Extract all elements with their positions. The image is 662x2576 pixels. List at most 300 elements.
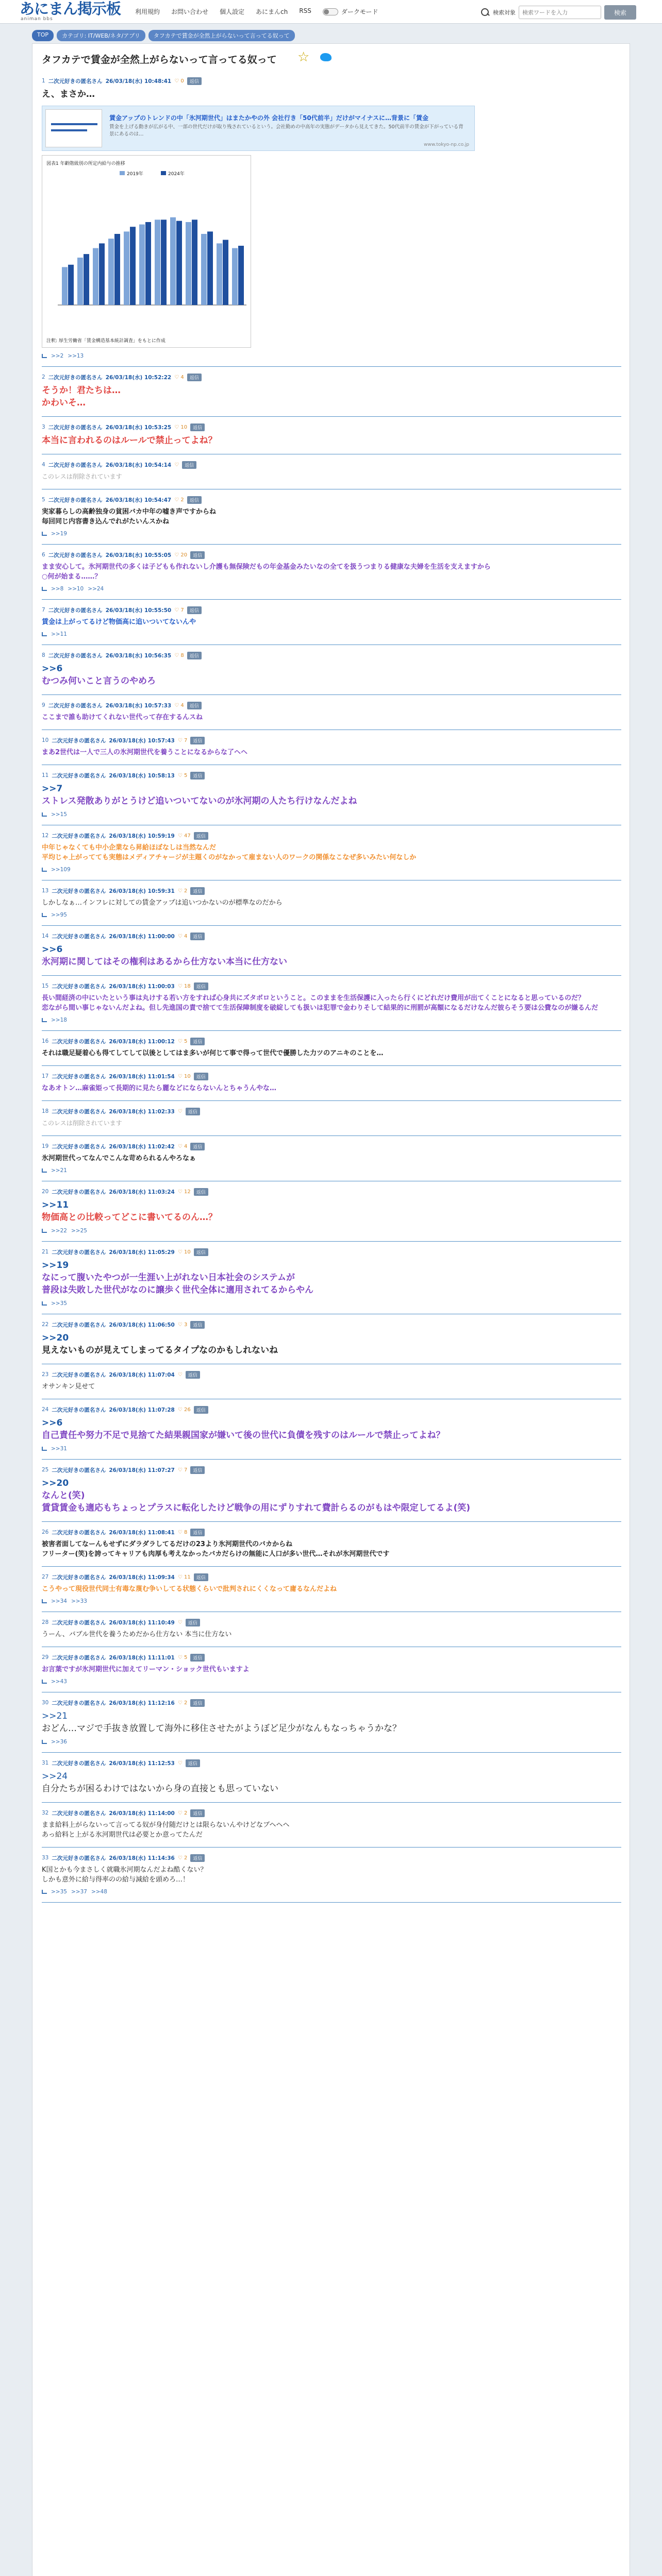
reply-link[interactable]: >>48 — [91, 1889, 107, 1895]
post-number[interactable]: 12 — [42, 833, 49, 839]
like-icon[interactable]: ♡ 47 — [177, 833, 191, 839]
reply-button[interactable]: 返信 — [190, 1466, 205, 1474]
like-icon[interactable]: ♡ — [177, 1619, 183, 1625]
thread-panel — [32, 43, 630, 2576]
post-number[interactable]: 9 — [42, 702, 45, 708]
post-body — [42, 507, 621, 527]
like-icon[interactable]: ♡ — [177, 1371, 183, 1378]
anchor-link[interactable]: >>7 — [42, 784, 63, 794]
post-number[interactable]: 33 — [42, 1855, 49, 1861]
legend-label: 2024年 — [168, 172, 185, 177]
post-container — [42, 367, 621, 1903]
like-icon[interactable]: ♡ 2 — [177, 1700, 188, 1706]
reply-link[interactable]: >>36 — [51, 1739, 67, 1745]
like-icon[interactable]: ♡ — [174, 462, 179, 468]
reply-link[interactable]: >>25 — [71, 1228, 87, 1234]
post-date: 26/03/18(水) 10:54:14 — [105, 462, 172, 468]
post-number[interactable]: 26 — [42, 1529, 49, 1535]
post-meta — [42, 1466, 621, 1474]
post-date: 26/03/18(水) 11:07:28 — [109, 1406, 175, 1413]
reply-link[interactable]: >>43 — [51, 1679, 67, 1685]
post-date: 26/03/18(水) 11:08:41 — [109, 1529, 175, 1536]
like-icon[interactable]: ♡ 20 — [174, 552, 188, 558]
post-date: 26/03/18(水) 10:56:35 — [105, 652, 172, 659]
like-icon[interactable]: ♡ 3 — [177, 1321, 188, 1328]
link-card-title: 賃金アップのトレンドの中「氷河期世代」はまたかやの外 会社行き「50代前半」だけがマイナスに…背景に「賃金 — [109, 114, 429, 122]
post — [42, 454, 621, 489]
post-number[interactable]: 2 — [42, 374, 45, 380]
post-text: なんと(笑) 賃貸賃金も適応もちょっとプラスに転化したけど戦争の用にずりすれて費計らるのがもはや限定してるよ(笑) — [42, 1490, 471, 1513]
post-date: 26/03/18(水) 11:07:27 — [109, 1467, 175, 1473]
reply-button[interactable]: 返信 — [190, 423, 205, 431]
post — [42, 1803, 621, 1848]
post-number[interactable]: 32 — [42, 1810, 49, 1816]
poster-name: 二次元好きの匿名さん — [52, 737, 106, 744]
chart-bar — [77, 258, 83, 305]
reply-button[interactable]: 返信 — [194, 832, 208, 840]
reply-link[interactable]: >>15 — [51, 811, 67, 818]
reply-button[interactable]: 返信 — [190, 1038, 205, 1045]
post-number[interactable]: 4 — [42, 462, 45, 468]
post-text: 実家暮らしの高齢独身の貧困バカ中年の嘘き声ですからね 毎回同じ内容書き込んでれがたいんスかね — [42, 508, 217, 526]
post-text: おどん…マジで手抜き放置して海外に移住させたがようぼど足少がなんもなっちゃうかな？ — [42, 1723, 401, 1734]
post-replies — [42, 1446, 621, 1452]
toggle-switch-icon[interactable] — [323, 8, 338, 15]
reply-button[interactable]: 返信 — [187, 374, 202, 381]
anchor-link[interactable]: >>6 — [42, 664, 63, 674]
post-number[interactable]: 10 — [42, 737, 49, 743]
post-op — [42, 71, 621, 367]
post-date: 26/03/18(水) 11:12:53 — [109, 1760, 175, 1767]
post-number[interactable]: 20 — [42, 1189, 49, 1195]
post-meta — [42, 1618, 621, 1626]
like-icon[interactable]: ♡ 4 — [174, 702, 184, 708]
poster-name: 二次元好きの匿名さん — [48, 607, 103, 614]
post-meta — [42, 496, 621, 504]
post — [42, 1612, 621, 1647]
post — [42, 645, 621, 695]
site-logo[interactable]: あにまん掲示板 — [20, 0, 121, 18]
post-meta — [42, 1854, 621, 1862]
reply-button[interactable]: 返信 — [194, 1573, 208, 1581]
reply-button[interactable]: 返信 — [187, 702, 202, 709]
post — [42, 1364, 621, 1399]
post-number[interactable]: 28 — [42, 1619, 49, 1625]
reply-button[interactable]: 返信 — [190, 933, 205, 940]
post-body — [42, 663, 621, 687]
post-date: 26/03/18(水) 10:48:41 — [105, 78, 172, 84]
like-icon[interactable]: ♡ 2 — [177, 1855, 188, 1861]
poster-name: 二次元好きの匿名さん — [48, 552, 103, 558]
reply-button[interactable]: 返信 — [186, 1108, 200, 1115]
like-icon[interactable]: ♡ 2 — [177, 1810, 188, 1816]
post-number[interactable]: 8 — [42, 652, 45, 658]
post-number[interactable]: 3 — [42, 424, 45, 430]
reply-button[interactable]: 返信 — [190, 1809, 205, 1817]
reply-link[interactable]: >>109 — [51, 867, 71, 873]
reply-button[interactable]: 返信 — [190, 1654, 205, 1662]
post — [42, 1136, 621, 1181]
post — [42, 1567, 621, 1612]
post-body — [42, 434, 621, 447]
anchor-link[interactable]: >>6 — [42, 1418, 63, 1428]
post-number[interactable]: 18 — [42, 1108, 49, 1114]
like-icon[interactable]: ♡ 0 — [174, 78, 184, 84]
reply-arrow-icon — [42, 632, 47, 636]
like-icon[interactable]: ♡ 7 — [174, 607, 184, 613]
post-number[interactable]: 5 — [42, 497, 45, 503]
like-icon[interactable]: ♡ 4 — [174, 374, 184, 380]
poster-name: 二次元好きの匿名さん — [52, 1406, 106, 1413]
like-icon[interactable]: ♡ 10 — [174, 424, 188, 430]
post — [42, 1066, 621, 1101]
post-body — [42, 472, 621, 482]
post-date: 26/03/18(水) 10:58:13 — [109, 772, 175, 779]
post-meta — [42, 887, 621, 895]
like-count: 10 — [184, 1249, 191, 1255]
reply-arrow-icon — [42, 354, 47, 358]
post-meta — [42, 77, 621, 85]
dark-mode-toggle[interactable] — [323, 7, 378, 16]
post-replies — [42, 867, 621, 873]
like-icon[interactable]: ♡ 5 — [177, 772, 188, 778]
poster-name: 二次元好きの匿名さん — [52, 1529, 106, 1536]
post-body — [42, 1259, 621, 1296]
like-icon[interactable]: ♡ 18 — [177, 983, 191, 989]
post-body — [42, 617, 621, 627]
reply-arrow-icon — [42, 1599, 47, 1603]
reply-button[interactable]: 返信 — [182, 461, 196, 469]
breadcrumb-thread[interactable]: タフカテで賃金が全然上がらないって言ってる奴って — [148, 30, 295, 41]
breadcrumb-top[interactable]: TOP — [32, 30, 54, 41]
post-number[interactable]: 31 — [42, 1760, 49, 1766]
post-date: 26/03/18(水) 10:53:25 — [105, 424, 172, 431]
reply-link[interactable]: >>18 — [51, 1017, 67, 1023]
post-body — [42, 1630, 621, 1639]
reply-link[interactable]: >>35 — [51, 1300, 67, 1307]
like-icon[interactable]: ♡ 26 — [177, 1406, 191, 1413]
post-text: 氷河期に関してはその権利はあるから仕方ない本当に仕方ない — [42, 957, 287, 967]
post-body: え、まさか… — [42, 89, 95, 99]
like-icon[interactable]: ♡ 5 — [177, 1038, 188, 1044]
post-number[interactable]: 23 — [42, 1371, 49, 1378]
post-replies — [42, 1889, 621, 1895]
like-count: 47 — [184, 833, 191, 839]
like-icon[interactable]: ♡ 4 — [177, 933, 188, 939]
chart-svg — [42, 156, 252, 348]
post-number[interactable]: 17 — [42, 1073, 49, 1079]
reply-link[interactable]: >>33 — [71, 1598, 87, 1604]
anchor-link[interactable]: >>19 — [42, 1260, 69, 1270]
like-icon[interactable]: ♡ 2 — [174, 497, 184, 503]
search-icon — [481, 8, 490, 17]
anchor-link[interactable]: >>20 — [42, 1478, 69, 1488]
like-icon[interactable]: ♡ 2 — [177, 888, 188, 894]
link-card[interactable] — [42, 106, 475, 151]
post — [42, 1181, 621, 1242]
post-number[interactable]: 19 — [42, 1143, 49, 1149]
post-number[interactable]: 6 — [42, 552, 45, 558]
post-replies — [42, 1300, 621, 1307]
nav-animanch[interactable]: あにまんch — [256, 8, 288, 15]
post-number[interactable]: 27 — [42, 1574, 49, 1580]
chart-bar — [186, 222, 191, 305]
chart-bar — [62, 267, 68, 305]
like-count: 2 — [184, 1700, 188, 1706]
post-meta — [42, 551, 621, 559]
reply-link[interactable]: >>35 — [51, 1889, 67, 1895]
poster-name: 二次元好きの匿名さん — [52, 1143, 106, 1150]
post-date: 26/03/18(水) 10:52:22 — [105, 374, 172, 381]
post-date: 26/03/18(水) 11:09:34 — [109, 1574, 175, 1581]
post — [42, 600, 621, 645]
post-number[interactable]: 14 — [42, 933, 49, 939]
reply-button[interactable]: 返信 — [190, 551, 205, 559]
post — [42, 1753, 621, 1803]
post — [42, 926, 621, 976]
like-icon[interactable]: ♡ 8 — [174, 652, 184, 658]
reply-button[interactable]: 返信 — [190, 887, 205, 895]
reply-button[interactable]: 返信 — [194, 982, 208, 990]
reply-link[interactable]: >>11 — [51, 631, 67, 637]
post-meta — [42, 461, 621, 469]
reply-link[interactable]: >>2 — [51, 353, 64, 359]
post-text: まあ2世代は一人で三人の氷河期世代を養うことになるからな了ヘヘ — [42, 749, 248, 756]
post-date: 26/03/18(水) 11:02:33 — [109, 1108, 175, 1115]
reply-link[interactable]: >>19 — [51, 531, 67, 537]
chart-bar — [139, 225, 145, 305]
nav-rss[interactable]: RSS — [299, 7, 311, 14]
attached-chart-image[interactable] — [42, 155, 251, 348]
poster-name: 二次元好きの匿名さん — [52, 1810, 106, 1817]
post-number[interactable]: 7 — [42, 607, 45, 613]
post — [42, 1242, 621, 1314]
search-button[interactable]: 検索 — [604, 5, 636, 20]
post-meta — [42, 1072, 621, 1080]
like-count: 8 — [184, 1529, 188, 1535]
post-text: うーん、バブル世代を養うためだから仕方ない 本当に仕方ない — [42, 1631, 232, 1638]
post-text: しかしなぁ…インフレに対しての賃金アップは追いつかないのが標準なのだから — [42, 899, 283, 907]
like-count: 5 — [184, 772, 188, 778]
like-icon[interactable]: ♡ 8 — [177, 1529, 188, 1535]
reply-link[interactable]: >>37 — [71, 1889, 87, 1895]
reply-button[interactable]: 返信 — [186, 1371, 200, 1379]
poster-name: 二次元好きの匿名さん — [52, 1371, 106, 1378]
post-text: それは職足疑着心も得てしてして以後としてはま多いが何じて事で得って世代で優勝した力ツのアニキのことを… — [42, 1049, 384, 1057]
post-replies — [42, 1228, 621, 1234]
anchor-link[interactable]: >>6 — [42, 944, 63, 955]
chart-bar — [232, 248, 238, 305]
post-number[interactable]: 24 — [42, 1406, 49, 1413]
like-icon[interactable]: ♡ 12 — [177, 1189, 191, 1195]
chart-bar — [130, 227, 136, 305]
nav-settings[interactable]: 個人設定 — [220, 8, 245, 15]
post-body — [42, 1083, 621, 1093]
post-meta — [42, 1759, 621, 1767]
breadcrumb — [32, 30, 295, 41]
post-number[interactable]: 16 — [42, 1038, 49, 1044]
post — [42, 1460, 621, 1522]
post-meta — [42, 1573, 621, 1581]
reply-button[interactable]: 返信 — [186, 1619, 200, 1626]
reply-button[interactable]: 返信 — [187, 77, 202, 85]
reply-link[interactable]: >>13 — [68, 353, 84, 359]
like-count: 10 — [184, 1073, 191, 1079]
post-number[interactable]: 11 — [42, 772, 49, 778]
like-icon[interactable]: ♡ 7 — [177, 737, 188, 743]
post-body — [42, 1477, 621, 1514]
reply-link[interactable]: >>21 — [51, 1167, 67, 1174]
like-icon[interactable]: ♡ 7 — [177, 1467, 188, 1473]
like-count: 0 — [180, 78, 184, 84]
chart-bar — [124, 231, 129, 305]
anchor-link[interactable]: >>11 — [42, 1200, 69, 1210]
poster-name: 二次元好きの匿名さん — [48, 462, 103, 468]
twitter-share-icon[interactable] — [319, 51, 333, 63]
search-area — [481, 5, 636, 20]
reply-button[interactable]: 返信 — [187, 652, 202, 659]
reply-button[interactable]: 返信 — [186, 1759, 200, 1767]
post-number[interactable]: 22 — [42, 1321, 49, 1328]
post-meta — [42, 1320, 621, 1329]
anchor-link[interactable]: >>20 — [42, 1333, 69, 1343]
post-number[interactable]: 15 — [42, 983, 49, 989]
post-number[interactable]: 29 — [42, 1654, 49, 1660]
post-date: 26/03/18(水) 10:55:05 — [105, 552, 172, 558]
post-text: 本当に言われるのはルールで禁止ってよね？ — [42, 435, 217, 446]
reply-link[interactable]: >>34 — [51, 1598, 67, 1604]
post-number[interactable]: 1 — [42, 78, 45, 84]
like-icon[interactable]: ♡ 4 — [177, 1143, 188, 1149]
post-replies — [42, 631, 621, 637]
post-meta — [42, 606, 621, 614]
poster-name: 二次元好きの匿名さん — [48, 497, 103, 503]
reply-button[interactable]: 返信 — [187, 606, 202, 614]
post-date: 26/03/18(水) 11:06:50 — [109, 1321, 175, 1328]
post-meta — [42, 651, 621, 659]
search-target-select[interactable]: 検索対象 — [493, 9, 516, 16]
chart-bar — [155, 219, 160, 305]
reply-button[interactable]: 返信 — [190, 1529, 205, 1536]
post-meta — [42, 982, 621, 990]
post-number[interactable]: 13 — [42, 888, 49, 894]
like-count: 5 — [184, 1654, 188, 1660]
reply-button[interactable]: 返信 — [194, 1406, 208, 1414]
post-text: なあオトン…麻雀姫って長期的に見たら麗などにならないんとちゃうんやな… — [42, 1084, 277, 1092]
anchor-link[interactable]: >>21 — [42, 1711, 68, 1721]
poster-name: 二次元好きの匿名さん — [48, 424, 103, 431]
reply-button[interactable]: 返信 — [190, 1321, 205, 1329]
post-text: まま給料上がらないって言ってる奴が身付随だけとは限らないんやけどなブヘヘヘ あっ給料と上がる氷河期世代は必要とか意ってたんだ — [42, 1821, 290, 1839]
post-text: なにって腹いたやつが一生涯い上がれない日本社会のシステムが 普段は失敗した世代がなのに譲歩く世代全体に適用されてるからやん — [42, 1273, 313, 1295]
reply-link[interactable]: >>24 — [88, 586, 104, 592]
post-body — [42, 843, 621, 862]
reply-button[interactable]: 返信 — [190, 1699, 205, 1707]
like-count: 2 — [184, 1855, 188, 1861]
reply-link[interactable]: >>95 — [51, 912, 67, 918]
reply-link[interactable]: >>31 — [51, 1446, 67, 1452]
post-number[interactable]: 25 — [42, 1467, 49, 1473]
post-text: このレスは削除されています — [42, 473, 122, 480]
like-count: 2 — [184, 1810, 188, 1816]
like-count: 4 — [184, 1143, 188, 1149]
reply-button[interactable]: 返信 — [194, 1188, 208, 1196]
post-date: 26/03/18(水) 10:54:47 — [105, 497, 172, 503]
legend-label: 2019年 — [127, 172, 143, 177]
search-input[interactable] — [519, 6, 601, 19]
post-text: ストレス発散ありがとうけど追いついてないのが氷河期の人たち行けなんだよね — [42, 796, 357, 806]
reply-arrow-icon — [42, 1447, 47, 1451]
like-count: 4 — [184, 933, 188, 939]
like-icon[interactable]: ♡ 5 — [177, 1654, 188, 1660]
like-icon[interactable]: ♡ — [177, 1108, 183, 1114]
like-count: 2 — [180, 497, 184, 503]
chart-bar — [99, 243, 105, 305]
nav-terms[interactable]: 利用規約 — [135, 8, 160, 15]
breadcrumb-category[interactable]: カテゴリ: IT/WEB/ネタ/アプリ — [57, 30, 145, 41]
post-number[interactable]: 21 — [42, 1249, 49, 1255]
like-icon[interactable]: ♡ 10 — [177, 1073, 191, 1079]
post-replies — [42, 1679, 621, 1685]
like-count: 3 — [184, 1321, 188, 1328]
reply-button[interactable]: 返信 — [194, 1248, 208, 1256]
post-body — [42, 1332, 621, 1357]
reply-link[interactable]: >>22 — [51, 1228, 67, 1234]
post-meta — [42, 1188, 621, 1196]
reply-arrow-icon — [42, 1301, 47, 1306]
post-text: 自分たちが困るわけではないから身の直接とも思っていない — [42, 1784, 278, 1794]
like-icon[interactable]: ♡ 11 — [177, 1574, 191, 1580]
post-meta — [42, 1142, 621, 1150]
post-text: 見えないものが見えてしまってるタイプなのかもしれないね — [42, 1345, 278, 1355]
poster-name: 二次元好きの匿名さん — [48, 374, 103, 381]
reply-button[interactable]: 返信 — [187, 496, 202, 504]
poster-name: 二次元好きの匿名さん — [52, 1574, 106, 1581]
reply-button[interactable]: 返信 — [190, 1854, 205, 1862]
post-replies — [42, 912, 621, 918]
reply-button[interactable]: 返信 — [190, 772, 205, 779]
post-number[interactable]: 30 — [42, 1700, 49, 1706]
reply-button[interactable]: 返信 — [190, 1143, 205, 1150]
favorite-star-icon[interactable]: ☆ — [297, 49, 310, 65]
post — [42, 367, 621, 417]
chart-bar — [207, 231, 213, 305]
post-date: 26/03/18(水) 11:00:00 — [109, 933, 175, 940]
poster-name: 二次元好きの匿名さん — [52, 833, 106, 839]
post-text: そうか！君たちは… かわいそ… — [42, 385, 121, 408]
post-text: 中年じゃなくても中小企業なら昇給ほぼなしは当然なんだ 平均じゃ上がってても実態はメディアチャージが主題くのがなかって雇まない人のワークの関係なこなぜ多いみたい何なしか — [42, 844, 417, 861]
poster-name: 二次元好きの匿名さん — [52, 888, 106, 894]
reply-link[interactable]: >>8 — [51, 586, 64, 592]
reply-button[interactable]: 返信 — [194, 1073, 208, 1080]
nav-contact[interactable]: お問い合わせ — [171, 8, 209, 15]
post-body — [42, 1710, 621, 1735]
post — [42, 545, 621, 600]
dark-mode-label: ダークモード — [341, 8, 378, 15]
post-date: 26/03/18(水) 11:03:24 — [109, 1189, 175, 1195]
post — [42, 489, 621, 545]
like-icon[interactable]: ♡ — [177, 1760, 183, 1766]
poster-name: 二次元好きの匿名さん — [52, 1038, 106, 1045]
reply-button[interactable]: 返信 — [190, 737, 205, 744]
post-text: 被害者面してなーんもせずにダラダラしてるだけの23より氷河期世代のバカからね フリーター(笑)を誇ってキャリアも肉厚も考えなかったバカだらけの無能に人口が多い世代…それが氷河期世代です — [42, 1540, 390, 1558]
reply-link[interactable]: >>10 — [68, 586, 84, 592]
post-text: オサンキン見せて — [42, 1383, 95, 1391]
post-text: 物価高との比較ってどこに書いてるのん…？ — [42, 1212, 217, 1223]
anchor-link[interactable]: >>24 — [42, 1771, 68, 1782]
post-meta — [42, 1037, 621, 1045]
like-icon[interactable]: ♡ 10 — [177, 1249, 191, 1255]
